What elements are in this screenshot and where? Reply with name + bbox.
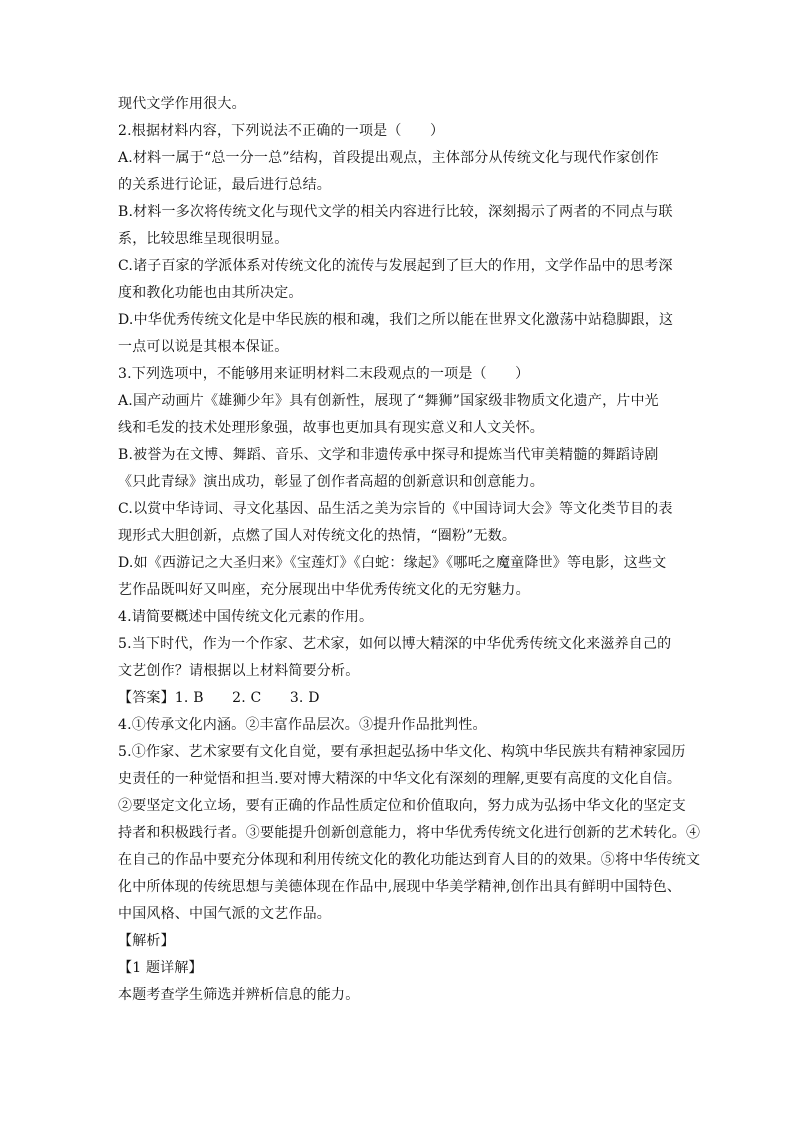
text-line: 本题考查学生筛选并辨析信息的能力。 (118, 987, 360, 1003)
text-line: 在自己的作品中要充分体现和利用传统文化的教化功能达到育人目的的效果。⑤将中华传统文 (118, 852, 701, 868)
text-line: ②要坚定文化立场，要有正确的作品性质定位和价值取向，努力成为弘扬中华文化的坚定支 (118, 798, 686, 814)
question-5-stem: 5.当下时代，作为一个作家、艺术家，如何以博大精深的中华优秀传统文化来滋养自己的 (118, 636, 672, 652)
text-line: 艺作品既叫好又叫座，充分展现出中华优秀传统文化的无穷魅力。 (118, 582, 530, 598)
question-1-detail-heading: 【1 题详解】 (118, 960, 203, 976)
text-line: 线和毛发的技术处理形象强，故事也更加具有现实意义和人文关怀。 (118, 420, 544, 436)
text-line: 现代文学作用很大。 (118, 96, 246, 112)
text-line: 史责任的一种觉悟和担当.要对博大精深的中华文化有深刻的理解,更要有高度的文化自信。 (118, 771, 682, 787)
analysis-heading: 【解析】 (118, 933, 175, 949)
text-line: 一点可以说是其根本保证。 (118, 339, 289, 355)
option-d-line: D.中华优秀传统文化是中华民族的根和魂，我们之所以能在世界文化激荡中站稳脚跟，这 (118, 312, 674, 328)
option-c-line: C.以赏中华诗词、寻文化基因、品生活之美为宗旨的《中国诗词大会》等文化类节目的表 (118, 501, 673, 517)
question-3-stem: 3.下列选项中，不能够用来证明材料二末段观点的一项是（ ） (118, 366, 530, 382)
text-line: 中国风格、中国气派的文艺作品。 (118, 906, 331, 922)
text-line: 化中所体现的传统思想与美德体现在作品中,展现中华美学精神,创作出具有鲜明中国特色、 (118, 879, 682, 895)
question-4-stem: 4.请简要概述中国传统文化元素的作用。 (118, 609, 374, 625)
answer-5-line: 5.①作家、艺术家要有文化自觉，要有承担起弘扬中华文化、构筑中华民族共有精神家园历 (118, 744, 686, 760)
answer-key-line: 【答案】1. B 2. C 3. D (118, 690, 320, 706)
option-a-line: A.国产动画片《雄狮少年》具有创新性，展现了“舞狮”国家级非物质文化遗产，片中光 (118, 393, 659, 409)
text-line: 系，比较思维呈现很明显。 (118, 231, 289, 247)
option-a-line: A.材料一属于“总一分一总”结构，首段提出观点，主体部分从传统文化与现代作家创作 (118, 150, 659, 166)
option-d-line: D.如《西游记之大圣归来》《宝莲灯》《白蛇：缘起》《哪吒之魔童降世》等电影，这些文 (118, 555, 667, 571)
question-2-stem: 2.根据材料内容，下列说法不正确的一项是（ ） (118, 123, 445, 139)
option-b-line: B.被誉为在文博、舞蹈、音乐、文学和非遗传承中探寻和提炼当代审美精髓的舞蹈诗剧 (118, 447, 659, 463)
answer-4-line: 4.①传承文化内涵。②丰富作品层次。③提升作品批判性。 (118, 717, 487, 733)
text-line: 文艺创作？请根据以上材料简要分析。 (118, 663, 360, 679)
option-b-line: B.材料一多次将传统文化与现代文学的相关内容进行比较，深刻揭示了两者的不同点与联 (118, 204, 673, 220)
text-line: 持者和积极践行者。③要能提升创新创意能力，将中华优秀传统文化进行创新的艺术转化。④ (118, 825, 701, 841)
text-line: 《只此青绿》演出成功，彰显了创作者高超的创新意识和创意能力。 (118, 474, 544, 490)
option-c-line: C.诸子百家的学派体系对传统文化的流传与发展起到了巨大的作用，文学作品中的思考深 (118, 258, 673, 274)
text-line: 现形式大胆创新，点燃了国人对传统文化的热情，“圈粉”无数。 (118, 528, 517, 544)
text-line: 度和教化功能也由其所决定。 (118, 285, 303, 301)
text-line: 的关系进行论证，最后进行总结。 (118, 177, 331, 193)
